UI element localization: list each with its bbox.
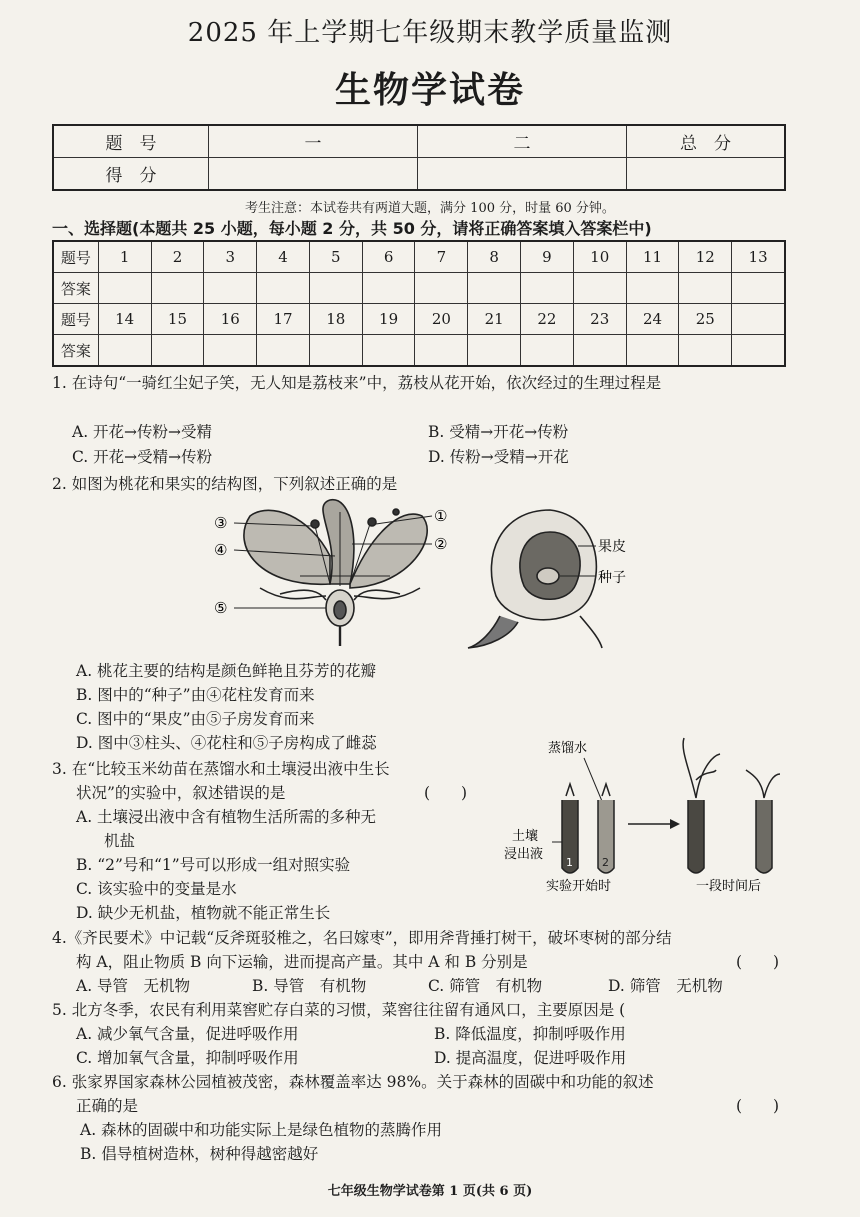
q4-stem-line1: 4.《齐民要术》中记载“反斧斑驳椎之，名曰嫁枣”，即用斧背捶打树干，破坏枣树的部分结 <box>52 929 672 947</box>
q1-stem: 1. 在诗句“一骑红尘妃子笑，无人知是荔枝来”中，荔枝从花开始，依次经过的生理过程是 <box>52 374 662 392</box>
q3-stem-line1: 3. 在“比较玉米幼苗在蒸馏水和土壤浸出液中生长 <box>52 760 390 778</box>
exam-notice: 考生注意：本试卷共有两道大题，满分 100 分，时量 60 分钟。 <box>245 201 615 216</box>
question-number: 24 <box>626 304 679 335</box>
answer-cell[interactable] <box>204 273 257 304</box>
q5-option-b[interactable]: B. 降低温度，抑制呼吸作用 <box>434 1025 626 1043</box>
answer-cell[interactable] <box>204 335 257 367</box>
fruit-label-pericarp: 果皮 <box>598 539 626 555</box>
answer-cell[interactable] <box>151 273 204 304</box>
q3-option-b[interactable]: B. “2”号和“1”号可以形成一组对照实验 <box>76 856 351 874</box>
question-number: 5 <box>309 241 362 273</box>
peach-fruit-drawing <box>468 510 602 648</box>
exam-subtitle: 生物学试卷 <box>334 70 525 111</box>
peach-flower-fruit-figure <box>200 496 630 652</box>
answer-cell[interactable] <box>573 335 626 367</box>
answer-table-label: 题号 <box>53 304 98 335</box>
score-cell-part1[interactable] <box>209 158 418 191</box>
question-number: 11 <box>626 241 679 273</box>
q3-option-a-cont: 机盐 <box>104 832 136 850</box>
flower-label-5: ⑤ <box>214 599 228 617</box>
question-number: 20 <box>415 304 468 335</box>
question-number: 10 <box>573 241 626 273</box>
question-number: 19 <box>362 304 415 335</box>
question-number: 14 <box>98 304 151 335</box>
fig-label-distilled-water: 蒸馏水 <box>548 741 588 756</box>
answer-table <box>52 240 786 367</box>
q4-option-d[interactable]: D. 筛管 无机物 <box>608 977 723 995</box>
answer-table-number-row-1 <box>53 241 785 273</box>
question-number: 13 <box>732 241 785 273</box>
q3-stem-line2: 状况”的实验中，叙述错误的是 <box>76 784 286 802</box>
q2-option-b[interactable]: B. 图中的“种子”由④花柱发育而来 <box>76 686 315 704</box>
q5-option-a[interactable]: A. 减少氧气含量，促进呼吸作用 <box>76 1025 299 1043</box>
q2-option-d[interactable]: D. 图中③柱头、④花柱和⑤子房构成了雌蕊 <box>76 734 377 752</box>
flower-label-3: ③ <box>214 514 228 532</box>
test-tubes-after <box>683 738 780 873</box>
answer-cell[interactable] <box>468 273 521 304</box>
fig-label-after: 一段时间后 <box>696 879 762 894</box>
fig-label-extract: 浸出液 <box>504 847 544 862</box>
answer-cell[interactable] <box>309 273 362 304</box>
question-number: 2 <box>151 241 204 273</box>
answer-cell[interactable] <box>257 335 310 367</box>
question-number: 9 <box>521 241 574 273</box>
q4-answer-paren: ( ) <box>736 953 780 971</box>
exam-title: 2025 年上学期七年级期末教学质量监测 <box>187 18 673 48</box>
q4-option-c[interactable]: C. 筛管 有机物 <box>428 977 543 995</box>
score-row-label: 得 分 <box>53 158 209 191</box>
q6-option-a[interactable]: A. 森林的固碳中和功能实际上是绿色植物的蒸腾作用 <box>80 1121 443 1139</box>
answer-table-answer-row-2 <box>53 335 785 367</box>
q2-stem: 2. 如图为桃花和果实的结构图，下列叙述正确的是 <box>52 475 398 493</box>
question-number: 7 <box>415 241 468 273</box>
q5-stem: 5. 北方冬季，农民有利用菜窖贮存白菜的习惯，菜窖往往留有通风口，主要原因是 ( <box>52 1001 626 1019</box>
q4-option-b[interactable]: B. 导管 有机物 <box>252 977 367 995</box>
score-header-part2: 二 <box>418 125 627 158</box>
answer-cell[interactable] <box>573 273 626 304</box>
answer-table-answer-row-1 <box>53 273 785 304</box>
answer-table-label: 答案 <box>53 335 98 367</box>
question-number: 8 <box>468 241 521 273</box>
q3-answer-paren: ( ) <box>424 784 468 802</box>
answer-table-label: 题号 <box>53 241 98 273</box>
answer-cell[interactable] <box>151 335 204 367</box>
question-number: 17 <box>257 304 310 335</box>
q3-option-a[interactable]: A. 土壤浸出液中含有植物生活所需的多种无 <box>76 808 377 826</box>
answer-cell[interactable] <box>679 335 732 367</box>
answer-cell[interactable] <box>98 273 151 304</box>
question-number: 6 <box>362 241 415 273</box>
page-footer: 七年级生物学试卷第 1 页(共 6 页) <box>327 1184 533 1199</box>
fruit-label-seed: 种子 <box>598 570 626 586</box>
q5-option-d[interactable]: D. 提高温度，促进呼吸作用 <box>434 1049 627 1067</box>
flower-label-4: ④ <box>214 541 228 559</box>
seedling-experiment-figure <box>500 730 800 900</box>
answer-cell[interactable] <box>732 335 785 367</box>
question-number: 1 <box>98 241 151 273</box>
q6-answer-paren: ( ) <box>736 1097 780 1115</box>
question-number: 21 <box>468 304 521 335</box>
score-header-label: 题 号 <box>53 125 209 158</box>
q3-option-d[interactable]: D. 缺少无机盐，植物就不能正常生长 <box>76 904 331 922</box>
q6-stem-line2: 正确的是 <box>76 1097 139 1115</box>
score-cell-total[interactable] <box>627 158 786 191</box>
answer-table-label: 答案 <box>53 273 98 304</box>
answer-cell[interactable] <box>309 335 362 367</box>
answer-cell[interactable] <box>415 335 468 367</box>
question-number: 18 <box>309 304 362 335</box>
question-number: 16 <box>204 304 257 335</box>
flower-label-2: ② <box>434 535 448 553</box>
answer-cell[interactable] <box>626 335 679 367</box>
q2-option-a[interactable]: A. 桃花主要的结构是颜色鲜艳且芬芳的花瓣 <box>76 662 377 680</box>
q4-option-a[interactable]: A. 导管 无机物 <box>76 977 191 995</box>
answer-cell[interactable] <box>98 335 151 367</box>
answer-cell[interactable] <box>626 273 679 304</box>
question-number: 22 <box>521 304 574 335</box>
q1-option-d[interactable]: D. 传粉→受精→开花 <box>428 448 569 466</box>
question-number: 4 <box>257 241 310 273</box>
answer-cell[interactable] <box>257 273 310 304</box>
q6-option-b[interactable]: B. 倡导植树造林，树种得越密越好 <box>80 1145 319 1163</box>
score-table <box>52 124 786 191</box>
question-number: 25 <box>679 304 732 335</box>
question-number: 12 <box>679 241 732 273</box>
question-number: 23 <box>573 304 626 335</box>
section1-title: 一、选择题(本题共 25 小题，每小题 2 分，共 50 分，请将正确答案填入答案栏中) <box>52 219 652 238</box>
answer-cell[interactable] <box>415 273 468 304</box>
q4-stem-line2: 构 A，阻止物质 B 向下运输，进而提高产量。其中 A 和 B 分别是 <box>76 953 528 971</box>
q5-option-c[interactable]: C. 增加氧气含量，抑制呼吸作用 <box>76 1049 299 1067</box>
score-header-total: 总 分 <box>627 125 786 158</box>
answer-cell[interactable] <box>732 273 785 304</box>
fig-label-soil: 土壤 <box>512 829 539 844</box>
q1-option-a[interactable]: A. 开花→传粉→受精 <box>72 423 213 441</box>
answer-cell[interactable] <box>521 335 574 367</box>
answer-table-number-row-2 <box>53 304 785 335</box>
answer-cell[interactable] <box>521 273 574 304</box>
answer-cell[interactable] <box>468 335 521 367</box>
answer-cell[interactable] <box>679 273 732 304</box>
tube-number-2: 2 <box>602 856 609 869</box>
q6-stem-line1: 6. 张家界国家森林公园植被茂密，森林覆盖率达 98%。关于森林的固碳中和功能的叙述 <box>52 1073 654 1091</box>
question-number <box>732 304 785 335</box>
q1-option-c[interactable]: C. 开花→受精→传粉 <box>72 448 213 466</box>
flower-label-1: ① <box>434 507 448 525</box>
q2-option-c[interactable]: C. 图中的“果皮”由⑤子房发育而来 <box>76 710 315 728</box>
answer-cell[interactable] <box>362 335 415 367</box>
question-number: 15 <box>151 304 204 335</box>
fig-label-start: 实验开始时 <box>546 879 612 894</box>
q3-option-c[interactable]: C. 该实验中的变量是水 <box>76 880 237 898</box>
answer-cell[interactable] <box>362 273 415 304</box>
question-number: 3 <box>204 241 257 273</box>
score-header-part1: 一 <box>209 125 418 158</box>
tube-number-1: 1 <box>566 856 573 869</box>
q1-option-b[interactable]: B. 受精→开花→传粉 <box>428 423 569 441</box>
peach-flower-drawing <box>244 500 427 646</box>
score-cell-part2[interactable] <box>418 158 627 191</box>
